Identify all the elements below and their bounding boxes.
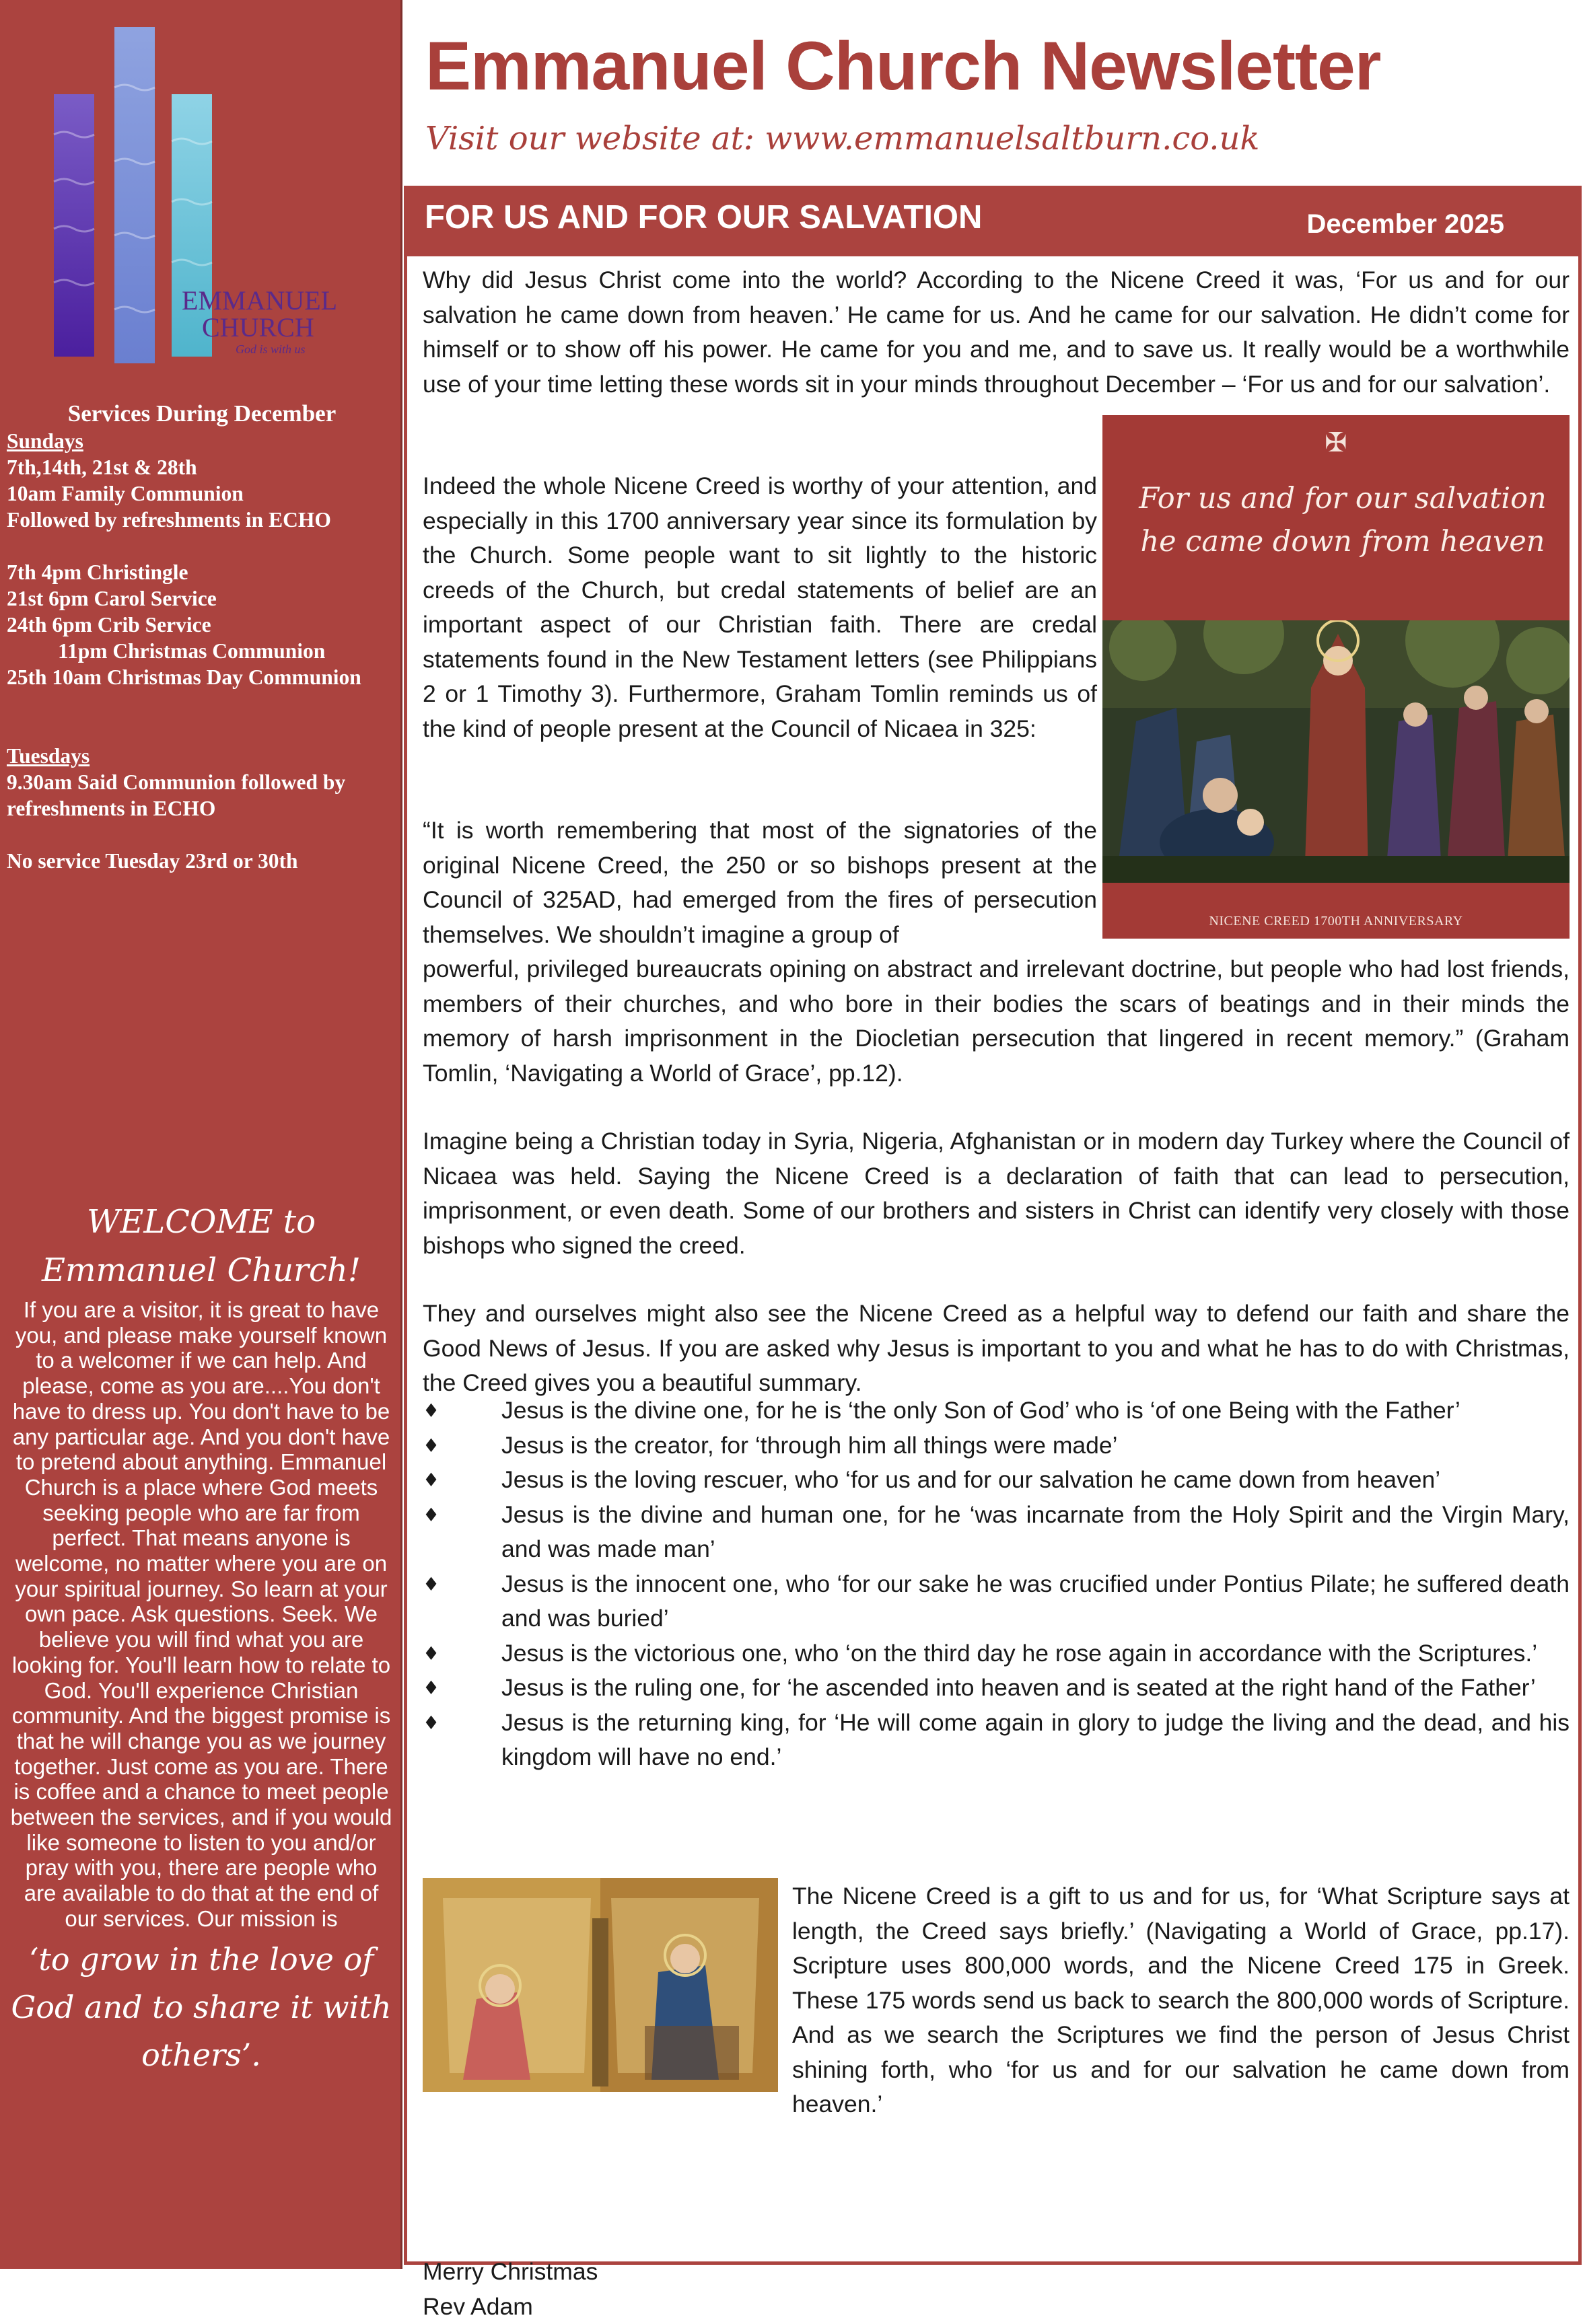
welcome-heading: WELCOME to	[7, 1198, 396, 1246]
issue-date: December 2025	[1306, 209, 1504, 240]
list-item	[423, 1706, 1570, 1775]
list-item-text: Jesus is the ruling one, for ‘he ascended into heaven and is seated at the right hand of the Father’	[501, 1674, 1536, 1701]
cross-icon: ✠	[1102, 427, 1570, 458]
list-item-text: Jesus is the victorious one, who ‘on the third day he rose again in accordance with the Scriptures.’	[501, 1640, 1537, 1667]
services-panel	[7, 400, 397, 874]
creed-card-quote	[1123, 477, 1563, 563]
list-item-text: Jesus is the returning king, for ‘He will come again in glory to judge the living and the dead, and his kingdom will have no end.’	[501, 1709, 1570, 1771]
list-item-text: Jesus is the divine one, for he is ‘the only Son of God’ who is ‘of one Being with the Father’	[501, 1397, 1460, 1424]
welcome-panel	[7, 1198, 396, 2079]
creed-bullet-list	[423, 1393, 1570, 1775]
special-service: 25th 10am Christmas Day Communion	[7, 664, 397, 690]
sundays-note: Followed by refreshments in ECHO	[7, 507, 397, 533]
article-title: FOR US AND FOR OUR SALVATION	[425, 198, 982, 236]
logo-tagline: God is with us	[236, 342, 306, 356]
list-item	[423, 1671, 1570, 1706]
list-item-text: Jesus is the innocent one, who ‘for our sake he was crucified under Pontius Pilate; he suffered death and was buried’	[501, 1570, 1570, 1632]
diamond-bullet-icon: ♦	[423, 1428, 439, 1463]
creed-card-footer: NICENE CREED 1700TH ANNIVERSARY	[1102, 914, 1570, 929]
welcome-body: If you are a visitor, it is great to have you, and please make yourself known to a welcomer if we can help. And please, come as you are....You don't have to dress up. You don't have to be any particular age. And you don't have to pretend about anything. Emmanuel Church is a place where God meets seeking people who are far from perfect. That means anyone is welcome, no matter where you are on your spiritual journey. So learn at your own pace. Ask questions. Seek. We believe you will find what you are looking for. You'll learn how to relate to God. You'll experience Christian community. And the biggest promise is that he will change you as we journey together. Just come as you are. There is coffee and a chance to meet people between the services, and if you would like someone to listen to you and/or pray with you, there are people who are available to do that at the end of our services. Our mission is	[7, 1297, 396, 1932]
sundays-dates: 7th,14th, 21st & 28th	[7, 454, 397, 480]
creed-card-quote-line: he came down from heaven	[1123, 520, 1563, 563]
mission-statement: ‘to grow in the love of God and to share it with others’.	[7, 1936, 396, 2079]
special-service: 21st 6pm Carol Service	[7, 585, 397, 612]
newsletter-title: Emmanuel Church Newsletter	[425, 28, 1380, 104]
annunciation-painting	[423, 1878, 778, 2092]
diamond-bullet-icon: ♦	[423, 1636, 439, 1671]
website-link[interactable]: Visit our website at: www.emmanuelsaltburn.co.uk	[425, 120, 1260, 157]
nativity-painting	[1102, 620, 1570, 883]
special-service: 7th 4pm Christingle	[7, 559, 397, 585]
tuesdays-detail: 9.30am Said Communion followed by refreshments in ECHO	[7, 769, 397, 822]
services-heading: Services During December	[7, 400, 397, 427]
list-item-text: Jesus is the loving rescuer, who ‘for us and for our salvation he came down from heaven’	[501, 1466, 1440, 1493]
article-box	[404, 186, 1582, 2265]
welcome-heading-church: Emmanuel Church!	[7, 1246, 396, 1295]
tomlin-quote-continued: powerful, privileged bureaucrats opining on abstract and irrelevant doctrine, but people who had lost friends, members of their churches, and who bore in their bodies the scars of beatings and in their minds the memory of harsh imprisonment in the Diocletian persecution that lingered in recent memory.” (Graham Tomlin, ‘Navigating a World of Grace’, pp.12).	[423, 952, 1570, 1091]
tomlin-quote: “It is worth remembering that most of the signatories of the original Nicene Creed, the 250 or so bishops present at the Council of 325AD, had emerged from the fires of persecution themselves. We shouldn’t imagine a group of	[423, 813, 1097, 952]
list-item	[423, 1636, 1570, 1671]
list-item	[423, 1428, 1570, 1463]
article-paragraph: Indeed the whole Nicene Creed is worthy of your attention, and especially in this 1700 anniversary year since its formulation by the Church. Some people want to sit lightly to the historic creeds of the Church, but credal statements of belief are an important aspect of our Christian faith. There are credal statements found in the New Testament letters (see Philippians 2 or 1 Timothy 3). Furthermore, Graham Tomlin reminds us of the kind of people present at the Council of Nicaea in 325:	[423, 469, 1097, 746]
diamond-bullet-icon: ♦	[423, 1671, 439, 1706]
logo-wordmark-bottom: CHURCH	[202, 312, 314, 342]
signoff-author: Rev Adam	[423, 2290, 598, 2324]
article-paragraph: The Nicene Creed is a gift to us and for us, for ‘What Scripture says at length, the Creed says briefly.’ (Navigating a World of Grace, pp.17). Scripture uses 800,000 words, and the Nicene Creed 175 in Greek. These 175 words send us back to search the 800,000 words of Scripture. And as we search the Scriptures we find the person of Jesus Christ shining forth, who ‘for us and for our salvation he came down from heaven.’	[792, 1879, 1570, 2122]
sidebar	[0, 0, 402, 2269]
diamond-bullet-icon: ♦	[423, 1393, 439, 1428]
article-paragraph: They and ourselves might also see the Nicene Creed as a helpful way to defend our faith and share the Good News of Jesus. If you are asked why Jesus is important to you and what he has to do with Christmas, the Creed gives you a beautiful summary.	[423, 1297, 1570, 1401]
logo-wordmark-top: EMMANUEL	[182, 285, 337, 316]
article-banner	[407, 189, 1578, 256]
list-item-text: Jesus is the divine and human one, for he ‘was incarnate from the Holy Spirit and the Virgin Mary, and was made man’	[501, 1501, 1570, 1563]
diamond-bullet-icon: ♦	[423, 1498, 439, 1533]
list-item	[423, 1463, 1570, 1498]
logo-bar-middle	[114, 27, 155, 363]
signoff	[423, 2255, 598, 2324]
creed-anniversary-image	[1102, 415, 1570, 939]
church-logo	[40, 27, 377, 377]
article-paragraph: Imagine being a Christian today in Syria, Nigeria, Afghanistan or in modern day Turkey where the Council of Nicaea was held. Saying the Nicene Creed is a declaration of faith that can lead to persecution, imprisonment, or even death. Some of our brothers and sisters in Christ can identify very closely with those bishops who signed the creed.	[423, 1124, 1570, 1263]
creed-card-quote-line: For us and for our salvation	[1123, 477, 1563, 520]
diamond-bullet-icon: ♦	[423, 1463, 439, 1498]
no-service-note: No service Tuesday 23rd or 30th	[7, 848, 397, 874]
list-item	[423, 1393, 1570, 1428]
sundays-time: 10am Family Communion	[7, 480, 397, 507]
tuesdays-label: Tuesdays	[7, 743, 397, 769]
list-item-text: Jesus is the creator, for ‘through him all things were made’	[501, 1432, 1118, 1459]
sundays-label: Sundays	[7, 428, 397, 454]
special-service: 11pm Christmas Communion	[7, 638, 397, 664]
list-item	[423, 1498, 1570, 1567]
diamond-bullet-icon: ♦	[423, 1706, 439, 1741]
signoff-greeting: Merry Christmas	[423, 2255, 598, 2290]
special-service: 24th 6pm Crib Service	[7, 612, 397, 638]
list-item	[423, 1567, 1570, 1636]
article-paragraph: Why did Jesus Christ come into the world? According to the Nicene Creed it was, ‘For us and for our salvation he came down from heaven.’ He came for us. And he came for our salvation. He didn’t come for himself or to show off his power. He came for you and me, and to save us. It really would be a worthwhile use of your time letting these words sit in your minds throughout December – ‘For us and for our salvation’.	[423, 263, 1570, 402]
diamond-bullet-icon: ♦	[423, 1567, 439, 1602]
